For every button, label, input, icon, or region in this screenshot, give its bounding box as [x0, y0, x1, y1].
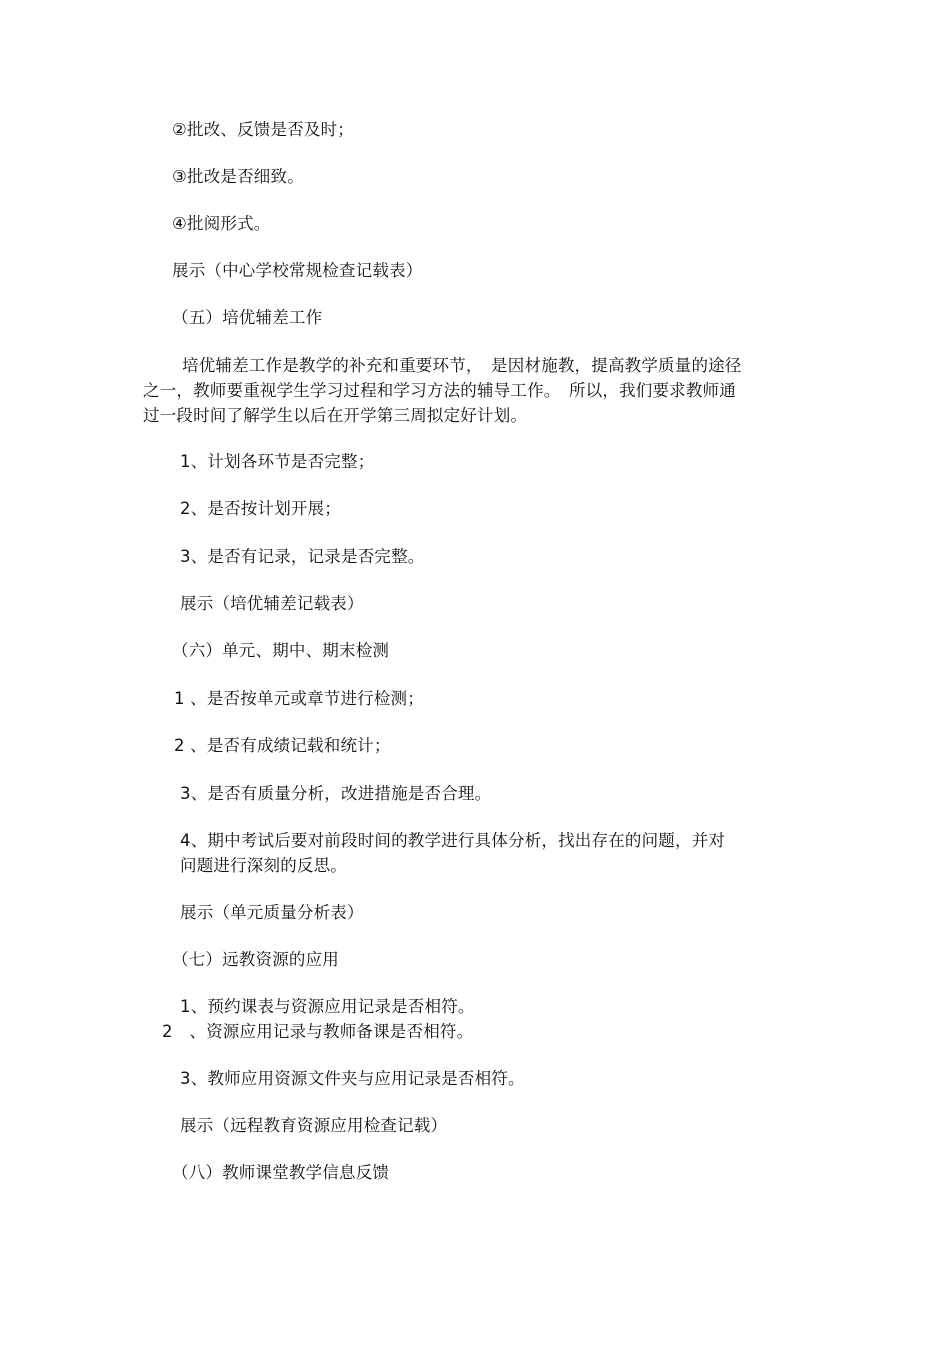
list-item: 3、教师应用资源文件夹与应用记录是否相符。	[180, 1069, 525, 1088]
paragraph-line: 之一，教师要重视学生学习过程和学习方法的辅导工作。 所以，我们要求教师通	[143, 381, 736, 400]
paragraph-line: 过一段时间了解学生以后在开学第三周拟定好计划。	[143, 406, 528, 425]
section-heading: （五）培优辅差工作	[172, 308, 323, 327]
list-item: 3、是否有质量分析，改进措施是否合理。	[180, 784, 492, 803]
paragraph-line: 培优辅差工作是教学的补充和重要环节， 是因材施教，提高教学质量的途径	[182, 356, 742, 375]
list-item: 2 、是否有成绩记载和统计；	[174, 736, 391, 755]
text-line: ②批改、反馈是否及时；	[172, 120, 354, 139]
section-heading: （七）远教资源的应用	[172, 950, 339, 969]
list-item: 1、预约课表与资源应用记录是否相符。	[180, 997, 475, 1016]
list-item: 1 、是否按单元或章节进行检测；	[174, 689, 424, 708]
section-heading: （六）单元、期中、期末检测	[172, 641, 390, 660]
text-line: ④批阅形式。	[172, 214, 271, 233]
text-line: ③批改是否细致。	[172, 167, 304, 186]
section-heading: （八）教师课堂教学信息反馈	[172, 1163, 390, 1182]
text-line: 展示（中心学校常规检查记载表）	[172, 261, 423, 280]
text-line: 展示（培优辅差记载表）	[180, 594, 364, 613]
text-line: 展示（单元质量分析表）	[180, 903, 364, 922]
list-item: 2、是否按计划开展；	[180, 499, 341, 518]
list-item: 4、期中考试后要对前段时间的教学进行具体分析，找出存在的问题，并对	[180, 831, 726, 850]
text-line: 展示（远程教育资源应用检查记载）	[180, 1116, 448, 1135]
list-item-continued: 问题进行深刻的反思。	[180, 856, 347, 875]
list-item: 3、是否有记录，记录是否完整。	[180, 547, 425, 566]
list-item: 2 、资源应用记录与教师备课是否相符。	[162, 1022, 474, 1041]
list-item: 1、计划各环节是否完整；	[180, 452, 375, 471]
